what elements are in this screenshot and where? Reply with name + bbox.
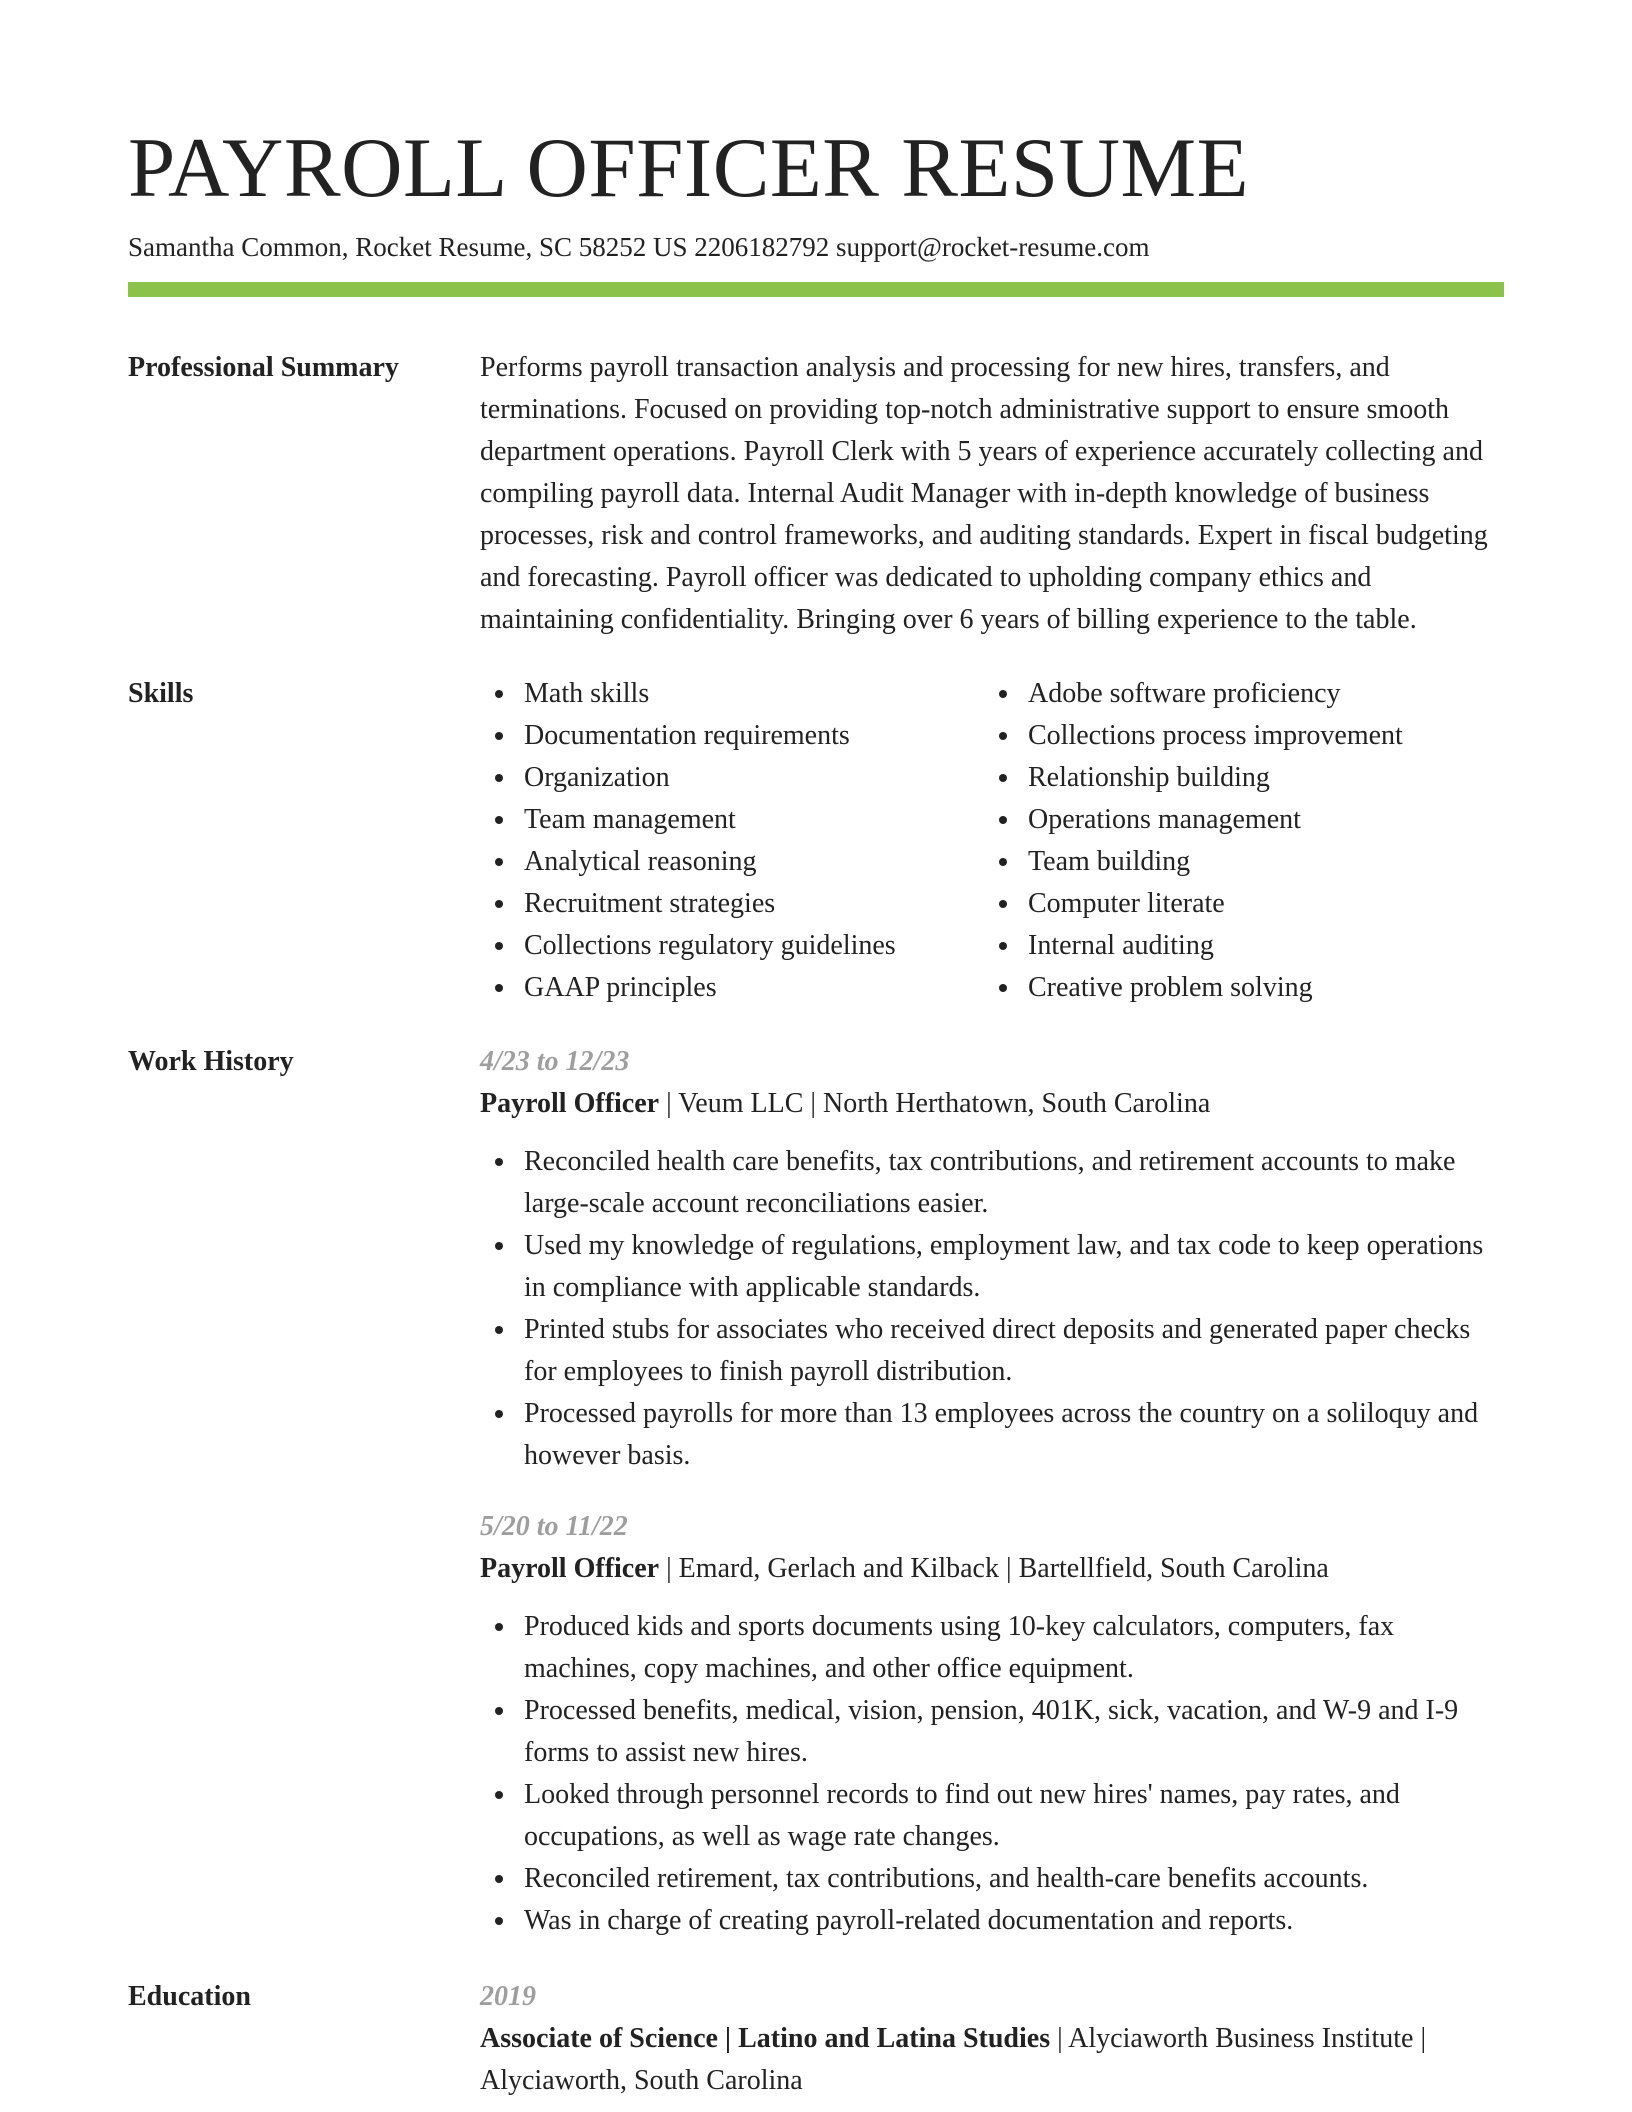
skills-section — [128, 673, 1504, 1009]
resume-page — [128, 0, 1504, 2102]
skill-item: Team building — [984, 841, 1488, 883]
skill-item: Collections regulatory guidelines — [480, 925, 984, 967]
skill-item: Team management — [480, 799, 984, 841]
job-heading — [480, 1548, 1504, 1590]
job-bullet: Was in charge of creating payroll-related documentation and reports. — [480, 1900, 1504, 1942]
resume-title: PAYROLL OFFICER RESUME — [128, 121, 1250, 215]
job-title: Payroll Officer — [480, 1088, 660, 1119]
skill-item: Organization — [480, 757, 984, 799]
section-label-education: Education — [128, 1981, 251, 2012]
job-bullet: Processed payrolls for more than 13 employees across the country on a soliloquy and however basis. — [480, 1393, 1504, 1477]
job-bullet: Used my knowledge of regulations, employment law, and tax code to keep operations in compliance with applicable standards. — [480, 1225, 1504, 1309]
section-label-summary: Professional Summary — [128, 352, 399, 383]
job-bullet: Produced kids and sports documents using 10-key calculators, computers, fax machines, copy machines, and other office equipment. — [480, 1606, 1504, 1690]
job-employer-location: | Veum LLC | North Herthatown, South Carolina — [659, 1088, 1211, 1119]
job-heading — [480, 1083, 1504, 1125]
job-entry — [480, 1506, 1504, 1942]
skills-list-left — [480, 673, 984, 1009]
school-location: | Alyciaworth Business Institute | Alyciaworth, South Carolina — [480, 2023, 1427, 2096]
job-bullet: Looked through personnel records to find out new hires' names, pay rates, and occupations, as well as wage rate changes. — [480, 1774, 1504, 1858]
header-divider — [128, 282, 1504, 297]
job-title: Payroll Officer — [480, 1553, 660, 1584]
skill-item: GAAP principles — [480, 967, 984, 1009]
education-year: 2019 — [480, 1981, 536, 2012]
job-bullet: Processed benefits, medical, vision, pension, 401K, sick, vacation, and W-9 and I-9 forms to assist new hires. — [480, 1690, 1504, 1774]
contact-line: Samantha Common, Rocket Resume, SC 58252 US 2206182792 support@rocket-resume.com — [128, 232, 1150, 262]
section-label-work-history: Work History — [128, 1046, 294, 1077]
skills-list-right — [984, 673, 1488, 1009]
job-bullets — [480, 1141, 1504, 1477]
job-bullet: Printed stubs for associates who received direct deposits and generated paper checks for employees to finish payroll distribution. — [480, 1309, 1504, 1393]
work-history-section — [128, 1041, 1504, 1971]
job-employer-location: | Emard, Gerlach and Kilback | Bartellfield, South Carolina — [659, 1553, 1329, 1584]
job-entry — [480, 1041, 1504, 1477]
skill-item: Analytical reasoning — [480, 841, 984, 883]
skill-item: Documentation requirements — [480, 715, 984, 757]
education-heading — [480, 2018, 1504, 2102]
degree-title: Associate of Science | Latino and Latina Studies — [480, 2023, 1051, 2054]
job-dates: 4/23 to 12/23 — [480, 1046, 630, 1077]
skill-item: Operations management — [984, 799, 1488, 841]
skill-item: Internal auditing — [984, 925, 1488, 967]
skill-item: Creative problem solving — [984, 967, 1488, 1009]
job-bullet: Reconciled health care benefits, tax contributions, and retirement accounts to make large-scale account reconciliations easier. — [480, 1141, 1504, 1225]
skill-item: Math skills — [480, 673, 984, 715]
section-label-skills: Skills — [128, 678, 194, 709]
skill-item: Recruitment strategies — [480, 883, 984, 925]
summary-text: Performs payroll transaction analysis and processing for new hires, transfers, and terminations. Focused on providing top-notch administrative support to ensure smooth department operations. Payroll Clerk with 5 years of experience accurately collecting and compiling payroll data. Internal Audit Manager with in-depth knowledge of business processes, risk and control frameworks, and auditing standards. Expert in fiscal budgeting and forecasting. Payroll officer was dedicated to upholding company ethics and maintaining confidentiality. Bringing over 6 years of billing experience to the table. — [480, 352, 1488, 635]
job-dates: 5/20 to 11/22 — [480, 1511, 628, 1542]
skill-item: Computer literate — [984, 883, 1488, 925]
summary-section — [128, 347, 1504, 641]
skill-item: Collections process improvement — [984, 715, 1488, 757]
job-bullet: Reconciled retirement, tax contributions, and health-care benefits accounts. — [480, 1858, 1504, 1900]
skill-item: Adobe software proficiency — [984, 673, 1488, 715]
education-section — [128, 1976, 1504, 2102]
skill-item: Relationship building — [984, 757, 1488, 799]
job-bullets — [480, 1606, 1504, 1942]
